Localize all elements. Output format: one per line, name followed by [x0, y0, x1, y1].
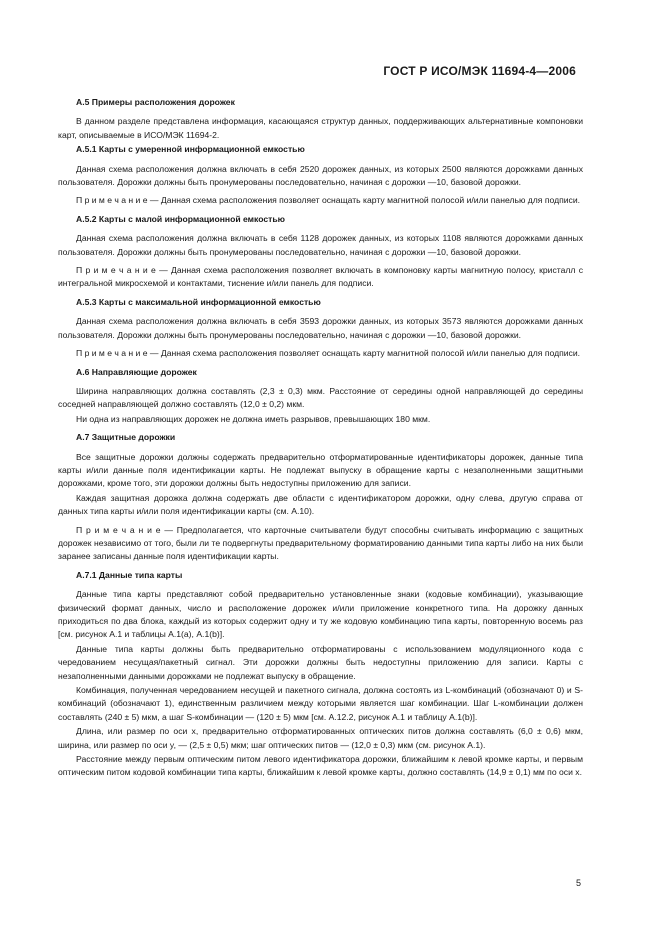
paragraph: Данные типа карты должны быть предварительно отформатированы с использованием модуляционного кода с чередованием несущая/пакетный сигнал. Эти дорожки должны быть недоступны приложению для записи. Карты с незаполненными данными дорожками не подлежат выпуску в обращение.	[58, 643, 583, 681]
paragraph: Все защитные дорожки должны содержать предварительно отформатированные идентификаторы дорожек, данные типа карты и/или данные поля идентификации карты. Не подлежат выпуску в обращение карты с незаполненными защитными дорожками, кроме того, эти дорожки должны быть недоступны приложению для записи.	[58, 451, 583, 489]
section-heading-a7: А.7 Защитные дорожки	[76, 432, 176, 443]
note-text: — Данная схема расположения позволяет оснащать карту магнитной полосой и/или панелью для подписи.	[147, 348, 581, 359]
paragraph: Комбинация, полученная чередованием несущей и пакетного сигнала, должна состоять из L-комбинаций (обозначают 0) и S-комбинаций (обозначают 1), единственным различием между которыми является шаг комбинации. Шаг L-комбинации должен составлять (240 ± 5) мкм, а шаг S-комбинации — (120 ± 5) мкм [см. А.12.2, рисунок А.1 и таблицу А.1(b)].	[58, 685, 583, 722]
note-text: — Данная схема расположения позволяет включать в компоновку карты магнитную полосу, кристалл с интегральной микросхемой и контактами, тиснение и/или панель для подписи.	[58, 265, 583, 289]
note-label: П р и м е ч а н и е	[76, 348, 148, 359]
page-number: 5	[575, 878, 581, 888]
note-label: П р и м е ч а н и е	[76, 195, 148, 206]
section-heading-a71: А.7.1 Данные типа карты	[76, 569, 183, 580]
paragraph: Длина, или размер по оси x, предварительно отформатированных оптических питов должна составлять (6,0 ± 0,6) мкм, ширина, или размер по оси y, — (2,5 ± 0,5) мкм; шаг оптических питов — (12,0 ± 0,3) мкм (см. рисунок А.1).	[58, 726, 583, 750]
document-header: ГОСТ Р ИСО/МЭК 11694-4—2006	[383, 64, 576, 78]
note	[58, 524, 583, 564]
note	[58, 347, 583, 360]
paragraph: Каждая защитная дорожка должна содержать две области с идентификатором дорожки, одну слева, другую справа от данных типа карты и/или поля идентификации карты (см. А.10).	[58, 492, 583, 517]
paragraph: Данная схема расположения должна включать в себя 2520 дорожек данных, из которых 2500 являются дорожками данных пользователя. Дорожки должны быть пронумерованы последовательно, начиная с дорожки —10, базовой дорожки.	[58, 163, 583, 188]
note	[58, 194, 583, 207]
paragraph: Данные типа карты представляют собой предварительно установленные знаки (кодовые комбинации), указывающие физический формат данных, число и расположение дорожек и/или приложение конкретного типа. На дорожку данных приходиться по два блока, каждый из которых содержит одну и ту же кодовую комбинацию типа карты, повторенную восемь раз [см. рисунок А.1 и таблицы А.1(а), А.1(b)].	[58, 589, 583, 640]
section-heading-a5: А.5 Примеры расположения дорожек	[76, 97, 235, 107]
paragraph: Ширина направляющих должна составлять (2,3 ± 0,3) мкм. Расстояние от середины одной направляющей до середины соседней направляющей должно составлять (12,0 ± 0,2) мкм.	[58, 385, 583, 410]
note-label: П р и м е ч а н и е	[76, 524, 161, 535]
section-heading-a6: А.6 Направляющие дорожек	[76, 366, 197, 377]
note	[58, 264, 583, 291]
paragraph: Данная схема расположения должна включать в себя 3593 дорожки данных, из которых 3573 являются дорожками данных пользователя. Дорожки должны быть пронумерованы последовательно, начиная с дорожки —10, базовой дорожки.	[58, 316, 583, 340]
section-heading-a53: А.5.3 Карты с максимальной информационной емкостью	[76, 296, 321, 307]
note-text: — Данная схема расположения позволяет оснащать карту магнитной полосой и/или панелью для подписи.	[147, 195, 581, 206]
note-text: — Предполагается, что карточные считыватели будут способны считывать информацию с защитных дорожек независимо от того, были ли те подвергнуты предварительному форматированию данными типа карты либо на них были заранее записаны данные поля идентификации карты.	[58, 524, 583, 562]
paragraph: В данном разделе представлена информация, касающаяся структур данных, поддерживающих альтернативные компоновки карт, описываемые в ИСО/МЭК 11694-2.	[58, 116, 583, 140]
paragraph: Ни одна из направляющих дорожек не должна иметь разрывов, превышающих 180 мкм.	[76, 413, 431, 424]
document-body	[58, 96, 583, 781]
paragraph: Расстояние между первым оптическим питом левого идентификатора дорожки, ближайшим к левой кромке карты, и первым оптическим питом кодовой комбинации типа карты, ближайшим к левой кромке карты, должно составлять (14,9 ± 0,1) мм по оси x.	[58, 754, 583, 778]
paragraph: Данная схема расположения должна включать в себя 1128 дорожек данных, из которых 1108 являются дорожками данных пользователя. Дорожки должны быть пронумерованы последовательно, начиная с дорожки —10, базовой дорожки.	[58, 233, 583, 257]
section-heading-a52: А.5.2 Карты с малой информационной емкостью	[76, 213, 285, 224]
note-label: П р и м е ч а н и е	[76, 265, 156, 276]
section-heading-a51: А.5.1 Карты с умеренной информационной емкостью	[76, 144, 305, 155]
